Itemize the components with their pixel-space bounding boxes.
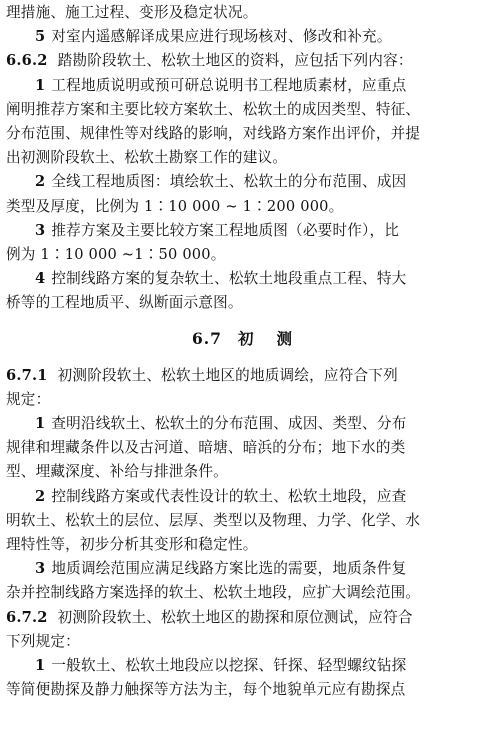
list-item-paragraph (6, 170, 479, 218)
line-text: 杂并控制线路方案选择的软土、松软土地段，应扩大调绘范围。 (6, 584, 421, 602)
text-line (6, 146, 479, 170)
text-line (6, 122, 479, 146)
item-number: 2 (35, 487, 46, 505)
text-line (6, 25, 479, 49)
line-text: 地质调绘范围应满足线路方案比选的需要，地质条件复 (51, 560, 407, 578)
text-line (6, 388, 479, 412)
line-text: 理措施、施工过程、变形及稳定状况。 (6, 4, 258, 21)
item-number: 1 (35, 656, 46, 674)
text-line (6, 606, 479, 630)
text-line (6, 170, 479, 194)
text-line (6, 219, 479, 243)
text-line (6, 291, 479, 315)
item-number: 3 (35, 560, 46, 578)
section-title-char: 测 (276, 329, 293, 349)
list-item-paragraph (6, 267, 479, 315)
item-number: 3 (35, 221, 46, 239)
item-number: 4 (35, 270, 46, 288)
section-number: 6.7 (192, 329, 222, 349)
list-item-paragraph (6, 74, 479, 171)
list-item-paragraph (6, 219, 479, 267)
line-text: 下列规定： (6, 632, 80, 650)
line-text: 查明沿线软土、松软土的分布范围、成因、类型、分布 (51, 415, 407, 432)
section-title-char: 初 (237, 329, 255, 349)
list-item-paragraph (6, 25, 479, 49)
line-text: 全线工程地质图：填绘软土、松软土的分布范围、成因 (51, 173, 407, 191)
clause-paragraph (6, 49, 479, 73)
line-text: 桥等的工程地质平、纵断面示意图。 (6, 294, 243, 312)
clause-number: 6.7.1 (6, 366, 48, 384)
line-text: 推荐方案及主要比较方案工程地质图（必要时作），比 (51, 221, 400, 239)
line-text: 控制线路方案的复杂软土、松软土地段重点工程、特大 (51, 270, 407, 288)
item-number: 2 (35, 173, 46, 191)
line-text: 对室内遥感解译成果应进行现场核对、修改和补充。 (51, 28, 392, 46)
text-block-before-section (6, 1, 479, 315)
text-line (6, 98, 479, 122)
text-line (6, 533, 479, 557)
text-line (6, 485, 479, 509)
continuation-paragraph (6, 1, 479, 25)
text-line (6, 557, 479, 581)
list-item-paragraph (6, 654, 479, 702)
item-number: 1 (35, 415, 46, 432)
line-text: 规律和埋藏条件以及古河道、暗塘、暗浜的分布；地下水的类 (6, 439, 406, 457)
line-text: 阐明推荐方案和主要比较方案软土、松软土的成因类型、特征、 (6, 100, 421, 118)
text-line (6, 1, 479, 25)
text-line (6, 49, 479, 73)
line-text: 初测阶段软土、松软土地区的地质调绘，应符合下列 (57, 366, 398, 384)
text-line (6, 74, 479, 98)
line-text: 一般软土、松软土地段应以挖探、钎探、轻型螺纹钻探 (51, 656, 407, 674)
item-number: 1 (35, 76, 46, 94)
text-line (6, 412, 479, 436)
item-number: 5 (35, 28, 46, 46)
text-block-after-section (6, 364, 479, 703)
section-heading (6, 327, 479, 351)
line-text: 初测阶段软土、松软土地区的勘探和原位测试，应符合 (57, 608, 413, 626)
text-line (6, 678, 479, 702)
list-item-paragraph (6, 412, 479, 485)
list-item-paragraph (6, 485, 479, 558)
text-line (6, 267, 479, 291)
line-text: 等简便勘探及静力触探等方法为主，每个地貌单元应有勘探点 (6, 681, 406, 699)
line-text: 出初测阶段软土、松软土勘察工作的建议。 (6, 149, 288, 167)
line-text: 控制线路方案或代表性设计的软土、松软土地段，应查 (51, 487, 407, 505)
text-line (6, 509, 479, 533)
list-item-paragraph (6, 557, 479, 605)
line-text: 踏勘阶段软土、松软土地区的资料，应包括下列内容： (57, 52, 413, 70)
line-text: 分布范围、规律性等对线路的影响，对线路方案作出评价，并提 (6, 124, 421, 142)
line-text: 型、埋藏深度、补给与排泄条件。 (6, 463, 228, 481)
text-line (6, 436, 479, 460)
line-text: 理特性等，初步分析其变形和稳定性。 (6, 535, 258, 553)
text-line (6, 654, 479, 678)
text-line (6, 630, 479, 654)
text-line (6, 460, 479, 484)
text-line (6, 195, 479, 219)
text-line (6, 581, 479, 605)
clause-paragraph (6, 606, 479, 654)
text-line (6, 364, 479, 388)
line-text: 类型及厚度，比例为 1∶10 000 ~ 1∶200 000。 (6, 197, 344, 215)
line-text: 明软土、松软土的层位、层厚、类型以及物理、力学、化学、水 (6, 511, 421, 529)
line-text: 工程地质说明或预可研总说明书工程地质素材，应重点 (51, 76, 407, 94)
clause-number: 6.7.2 (6, 608, 48, 626)
text-line (6, 243, 479, 267)
clause-number: 6.6.2 (6, 52, 48, 70)
clause-paragraph (6, 364, 479, 412)
line-text: 规定： (6, 390, 51, 408)
line-text: 例为 1∶10 000 ~1∶50 000。 (6, 245, 226, 263)
